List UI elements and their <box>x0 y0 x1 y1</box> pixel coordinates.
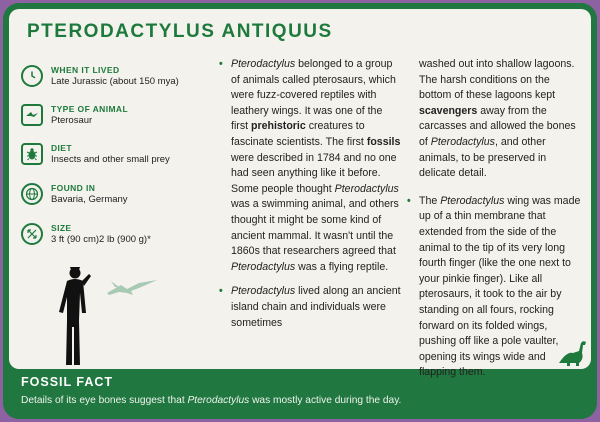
fact-value: Pterosaur <box>51 115 93 126</box>
expand-arrows-icon <box>21 223 43 245</box>
card-body <box>9 9 591 379</box>
fossil-fact-heading: FOSSIL FACT <box>21 375 114 389</box>
fact-label: SIZE <box>51 223 72 233</box>
fact-label: DIET <box>51 143 72 153</box>
fact-card <box>3 3 597 419</box>
fact-diet <box>21 143 170 166</box>
bullet-paragraph: • Pterodactylus lived along an ancient island chain and individuals were sometimes <box>219 285 401 329</box>
bullet-paragraph: • Pterodactylus belonged to a group of animals called pterosaurs, which were fuzz-covered reptiles with leathery wings. It was one of the first prehistoric creatures to fascinate scientists. The first fossils were described in 1784 and no one had seen anything like it before. Some people thought Pterodactylus was a swimming animal, and others thought it might be some kind of ancient mammal. It wasn't until the 1860s that researchers agreed that Pterodactylus was a flying reptile. <box>219 58 401 273</box>
page-title: PTERODACTYLUS ANTIQUUS <box>27 21 333 42</box>
scale-illustration <box>49 261 169 369</box>
fact-size <box>21 223 151 246</box>
human-silhouette <box>59 267 91 365</box>
fact-value: Insects and other small prey <box>51 154 170 165</box>
fact-label: TYPE OF ANIMAL <box>51 104 129 114</box>
fact-value: Late Jurassic (about 150 mya) <box>51 76 179 87</box>
fact-value: Bavaria, Germany <box>51 194 128 205</box>
clock-icon <box>21 65 43 87</box>
fossil-fact-text: Details of its eye bones suggest that Pterodactylus was mostly active during the day. <box>21 395 402 406</box>
bullet-paragraph: • The Pterodactylus wing was made up of a thin membrane that extended from the side of the animal to the tip of its very long fourth finger (like the one next to your pinkie finger). Like all pterosaurs, it took to the air by standing on all fours, rocking forward on its folded wings, pushing off like a pole vaulter, opening its wings wide and flapping them. <box>407 194 581 379</box>
fact-label: FOUND IN <box>51 183 96 193</box>
fact-when-it-lived <box>21 65 179 88</box>
beetle-icon <box>21 143 43 165</box>
fact-found-in <box>21 183 128 206</box>
pterosaur-icon <box>21 104 43 126</box>
fact-value: 3 ft (90 cm)2 lb (900 g)* <box>51 234 151 245</box>
dinosaur-icon <box>557 339 589 367</box>
fact-label: WHEN IT LIVED <box>51 65 120 75</box>
text-column-1 <box>219 57 401 340</box>
continued-paragraph: washed out into shallow lagoons. The harsh conditions on the bottom of these lagoons kept scavengers away from the carcasses and allowed the bones of Pterodactylus, and other animals, to be preserved in delicate detail. <box>419 58 576 180</box>
globe-icon <box>21 183 43 205</box>
pterosaur-silhouette <box>107 280 157 295</box>
fact-type-of-animal <box>21 104 128 127</box>
